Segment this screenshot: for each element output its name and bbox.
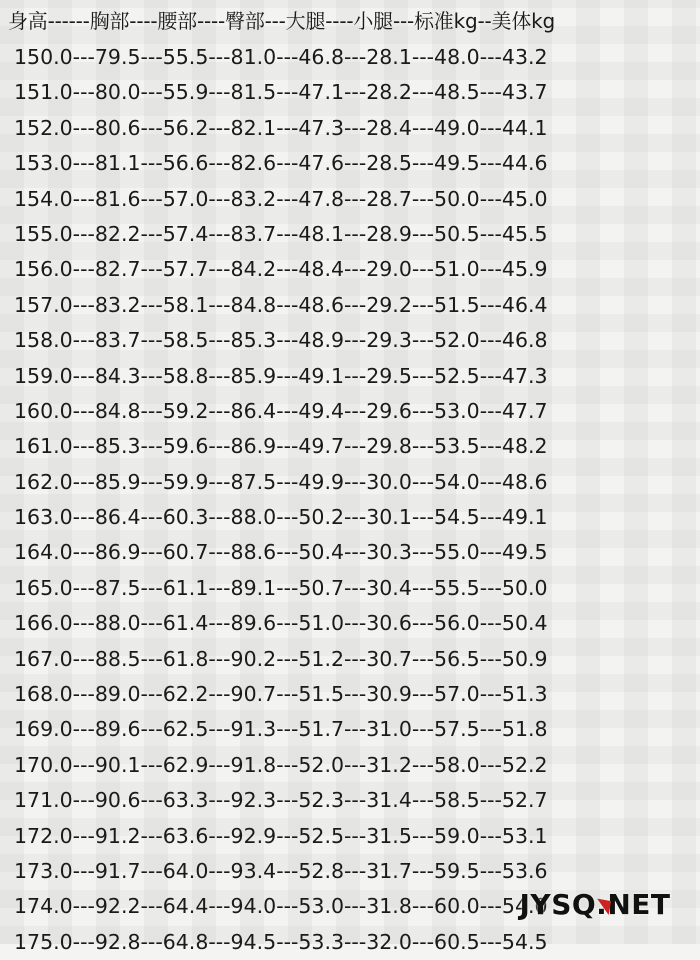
table-row: 165.0---87.5---61.1---89.1---50.7---30.4---55.5---50.0 bbox=[14, 575, 548, 600]
table-row: 157.0---83.2---58.1---84.8---48.6---29.2---51.5---46.4 bbox=[14, 292, 548, 317]
table-row: 169.0---89.6---62.5---91.3---51.7---31.0---57.5---51.8 bbox=[14, 717, 548, 742]
table-header: 身高------胸部----腰部----臀部---大腿----小腿---标准kg--美体kg bbox=[8, 9, 555, 33]
table-row: 153.0---81.1---56.6---82.6---47.6---28.5---49.5---44.6 bbox=[14, 151, 548, 176]
table-row: 150.0---79.5---55.5---81.0---46.8---28.1---48.0---43.2 bbox=[14, 45, 548, 69]
table-row: 158.0---83.7---58.5---85.3---48.9---29.3---52.0---46.8 bbox=[14, 328, 548, 353]
table-row: 159.0---84.3---58.8---85.9---49.1---29.5---52.5---47.3 bbox=[14, 363, 548, 388]
table-row: 167.0---88.5---61.8---90.2---51.2---30.7---56.5---50.9 bbox=[14, 646, 548, 671]
watermark-text: JYSQ.NET bbox=[519, 887, 671, 921]
table-row: 170.0---90.1---62.9---91.8---52.0---31.2---58.0---52.2 bbox=[14, 752, 548, 777]
watermark-logo bbox=[500, 882, 690, 926]
table-row: 152.0---80.6---56.2---82.1---47.3---28.4---49.0---44.1 bbox=[14, 115, 548, 140]
table-row: 160.0---84.8---59.2---86.4---49.4---29.6---53.0---47.7 bbox=[14, 398, 548, 423]
table-row: 161.0---85.3---59.6---86.9---49.7---29.8---53.5---48.2 bbox=[14, 434, 548, 459]
table-row: 164.0---86.9---60.7---88.6---50.4---30.3---55.0---49.5 bbox=[14, 540, 548, 565]
table-row: 154.0---81.6---57.0---83.2---47.8---28.7---50.0---45.0 bbox=[14, 186, 548, 211]
table-body bbox=[14, 40, 698, 960]
table-row: 156.0---82.7---57.7---84.2---48.4---29.0---51.0---45.9 bbox=[14, 257, 548, 282]
table-row: 151.0---80.0---55.9---81.5---47.1---28.2---48.5---43.7 bbox=[14, 80, 548, 105]
table-row: 168.0---89.0---62.2---90.7---51.5---30.9---57.0---51.3 bbox=[14, 682, 548, 707]
table-row: 163.0---86.4---60.3---88.0---50.2---30.1---54.5---49.1 bbox=[14, 505, 548, 530]
table-row: 155.0---82.2---57.4---83.7---48.1---28.9---50.5---45.5 bbox=[14, 221, 548, 246]
table-row: 172.0---91.2---63.6---92.9---52.5---31.5---59.0---53.1 bbox=[14, 823, 548, 848]
table-row: 162.0---85.9---59.9---87.5---49.9---30.0---54.0---48.6 bbox=[14, 469, 548, 494]
table-row: 171.0---90.6---63.3---92.3---52.3---31.4---58.5---52.7 bbox=[14, 788, 548, 813]
table-row: 174.0---92.2---64.4---94.0---53.0---31.8---60.0---54.0 bbox=[14, 894, 548, 919]
table-row: 173.0---91.7---64.0---93.4---52.8---31.7---59.5---53.6 bbox=[14, 858, 548, 883]
table-row: 175.0---92.8---64.8---94.5---53.3---32.0---60.5---54.5 bbox=[14, 929, 548, 954]
table-row: 166.0---88.0---61.4---89.6---51.0---30.6---56.0---50.4 bbox=[14, 611, 548, 636]
